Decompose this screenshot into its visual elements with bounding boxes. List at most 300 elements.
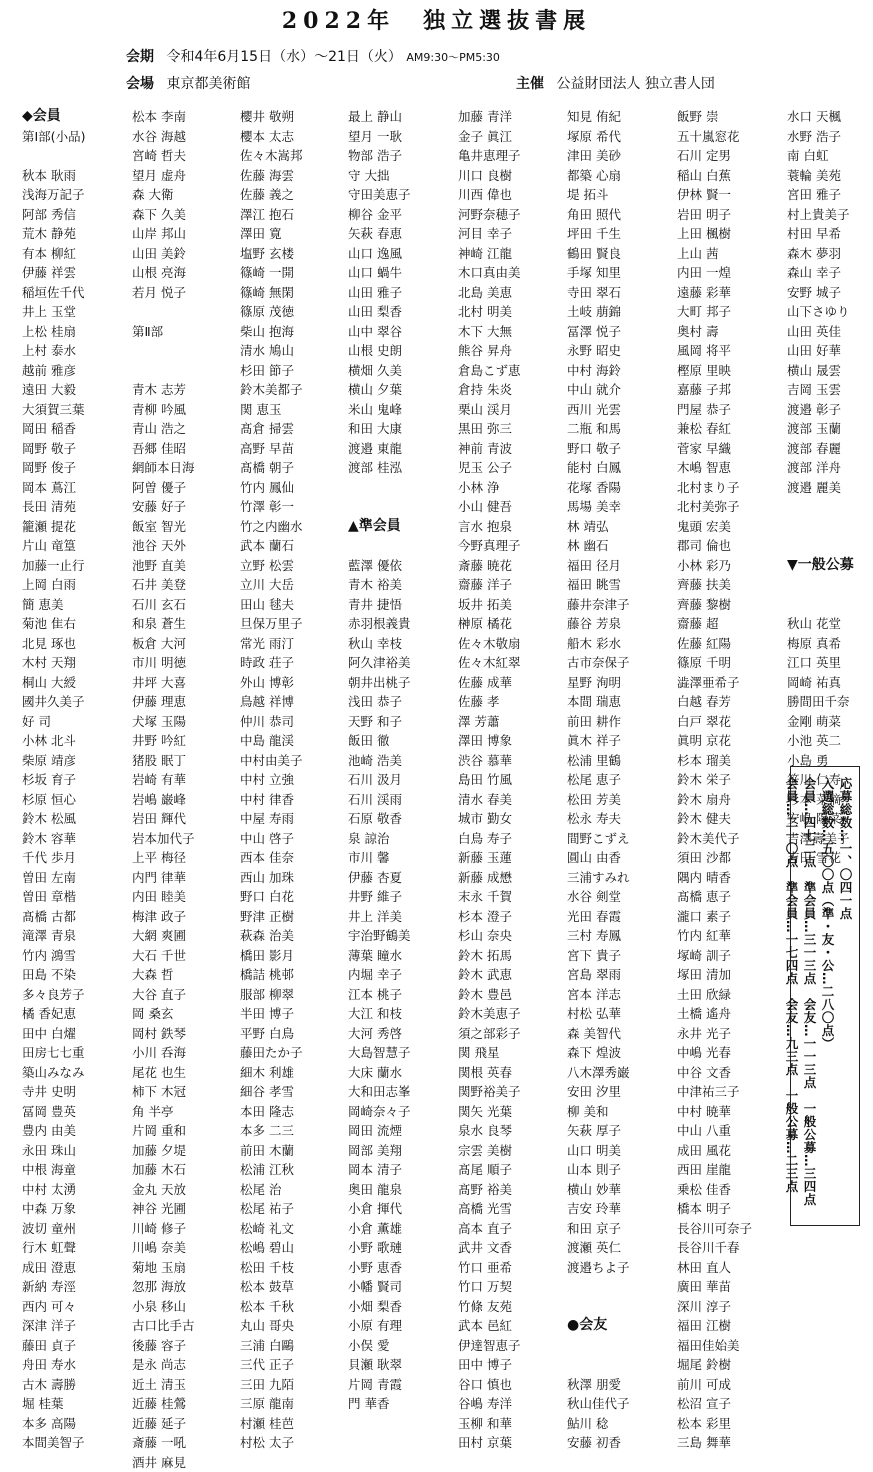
- member-name: 塚崎 訓子: [677, 946, 783, 966]
- member-name: 加藤一止行: [22, 556, 128, 576]
- member-name: [567, 1277, 673, 1297]
- member-name: 前田 耕作: [567, 712, 673, 732]
- member-name: 深川 淳子: [677, 1297, 783, 1317]
- member-name: 池谷 天外: [132, 536, 238, 556]
- member-name: 森 大衛: [132, 185, 238, 205]
- member-name: 清水 鳩山: [240, 341, 346, 361]
- member-name: 齋藤 洋子: [458, 575, 564, 595]
- member-name: 篠崎 無閑: [240, 283, 346, 303]
- member-name: 築山みなみ: [22, 1063, 128, 1083]
- name-column: [22, 107, 128, 1453]
- member-name: 竹内 鳳仙: [240, 478, 346, 498]
- member-name: 和泉 蒼生: [132, 614, 238, 634]
- member-name: 倉島こず恵: [458, 361, 564, 381]
- member-name: 北村美弥子: [677, 497, 783, 517]
- member-name: 神崎 江龍: [458, 244, 564, 264]
- member-name: 山根 史朗: [348, 341, 454, 361]
- member-name: 望月 虚舟: [132, 166, 238, 186]
- member-name: 梅津 政子: [132, 907, 238, 927]
- member-name: 近藤 延子: [132, 1414, 238, 1434]
- member-name: 能村 白鳳: [567, 458, 673, 478]
- member-name: 江本 桃子: [348, 985, 454, 1005]
- member-name: 吉田 雪花: [787, 848, 873, 868]
- member-name: 知見 侑紀: [567, 107, 673, 127]
- member-name: 眞木 祥子: [567, 731, 673, 751]
- member-name: 望月 一耿: [348, 127, 454, 147]
- member-name: 三島 舞華: [677, 1433, 783, 1453]
- member-name: 福田 江樹: [677, 1316, 783, 1336]
- member-name: 坪田 千生: [567, 224, 673, 244]
- member-name: 猪股 眠丁: [132, 751, 238, 771]
- member-name: 渡邉ちよ子: [567, 1258, 673, 1278]
- member-name: 澤江 抱石: [240, 205, 346, 225]
- member-name: 柴原 靖彦: [22, 751, 128, 771]
- member-name: 二瓶 和馬: [567, 419, 673, 439]
- member-name: 上山 茜: [677, 244, 783, 264]
- member-name: 林田 直人: [677, 1258, 783, 1278]
- member-name: 滝澤 青泉: [22, 926, 128, 946]
- member-name: 伊藤 理恵: [132, 692, 238, 712]
- member-name: 秋本 耿雨: [22, 166, 128, 186]
- member-name: 松嶋 碧山: [240, 1238, 346, 1258]
- member-name: 西内 可々: [22, 1297, 128, 1317]
- member-name: 末永 千賀: [458, 887, 564, 907]
- host-label: 主催: [516, 76, 544, 92]
- member-name: 藤田 貞子: [22, 1336, 128, 1356]
- member-name: 斎藤 一吼: [132, 1433, 238, 1453]
- member-name: 松浦 里鶴: [567, 751, 673, 771]
- member-name: 津田 美砂: [567, 146, 673, 166]
- member-name: 髙野 裕美: [458, 1180, 564, 1200]
- member-name: 渋谷 慕華: [458, 751, 564, 771]
- member-name: 松田 千枝: [240, 1258, 346, 1278]
- member-name: 小倉 揮代: [348, 1199, 454, 1219]
- member-name: 藍澤 優依: [348, 556, 454, 576]
- member-name: 犬塚 玉陽: [132, 712, 238, 732]
- tally-line: 応募総数…一、〇四一点: [835, 777, 855, 920]
- member-name: 萩森 治美: [240, 926, 346, 946]
- member-name: 岡田 稲香: [22, 419, 128, 439]
- member-name: 鈴木 武恵: [458, 965, 564, 985]
- member-name: 佐藤 孝: [458, 692, 564, 712]
- member-name: 塚原 希代: [567, 127, 673, 147]
- member-name: 中山 啓子: [240, 829, 346, 849]
- member-name: 中谷 文香: [677, 1063, 783, 1083]
- member-name: 市川 明徳: [132, 653, 238, 673]
- member-name: 須田 沙都: [677, 848, 783, 868]
- member-name: 髙橋 古都: [22, 907, 128, 927]
- member-name: 岡 桑玄: [132, 1004, 238, 1024]
- member-name: 関 飛星: [458, 1043, 564, 1063]
- member-name: 細谷 孝雪: [240, 1082, 346, 1102]
- member-name: 竹口 亜希: [458, 1258, 564, 1278]
- member-name: 井野 吟紅: [132, 731, 238, 751]
- member-name: 小川 呑海: [132, 1043, 238, 1063]
- member-name: 浅海万記子: [22, 185, 128, 205]
- member-name: 関野裕美子: [458, 1082, 564, 1102]
- member-name: 山口 明美: [567, 1141, 673, 1161]
- member-name: 田房七七重: [22, 1043, 128, 1063]
- member-name: 児玉 公子: [458, 458, 564, 478]
- member-name: 松本 千秋: [240, 1297, 346, 1317]
- member-name: [787, 575, 873, 595]
- member-name: 杉原 恒心: [22, 790, 128, 810]
- member-name: 中村 立強: [240, 770, 346, 790]
- member-name: 中屋 寿雨: [240, 809, 346, 829]
- member-name: 波切 童州: [22, 1219, 128, 1239]
- member-name: 渡邉 麗美: [787, 478, 873, 498]
- member-name: 宮下 貴子: [567, 946, 673, 966]
- member-name: 梅原 真希: [787, 634, 873, 654]
- member-name: 河目 幸子: [458, 224, 564, 244]
- member-name: 鈴木美都子: [240, 380, 346, 400]
- member-name: 三代 正子: [240, 1355, 346, 1375]
- member-name: 小畑 梨香: [348, 1297, 454, 1317]
- member-name: 永野 昭史: [567, 341, 673, 361]
- member-name: 井野 維子: [348, 887, 454, 907]
- member-name: 小島 勇: [787, 751, 873, 771]
- member-name: 横畑 久美: [348, 361, 454, 381]
- member-name: 冨岡 豊英: [22, 1102, 128, 1122]
- member-name: 岡野 敬子: [22, 439, 128, 459]
- member-name: 金丸 天放: [132, 1180, 238, 1200]
- member-name: 言水 抱泉: [458, 517, 564, 537]
- member-name: 野口 敬子: [567, 439, 673, 459]
- member-name: 和田 大康: [348, 419, 454, 439]
- member-name: 阿部 秀信: [22, 205, 128, 225]
- member-name: ▼一般公募: [787, 556, 873, 576]
- member-name: 篠原 茂徳: [240, 302, 346, 322]
- member-name: 飯野 崇: [677, 107, 783, 127]
- member-name: 川口 良樹: [458, 166, 564, 186]
- member-name: 吉澤壽美子: [787, 829, 873, 849]
- member-name: 大島智慧子: [348, 1043, 454, 1063]
- member-name: ◆会員: [22, 107, 128, 127]
- member-name: 曽田 左南: [22, 868, 128, 888]
- member-name: 小野 歌璉: [348, 1238, 454, 1258]
- member-name: 前川 可成: [677, 1375, 783, 1395]
- member-name: 平野 白鳥: [240, 1024, 346, 1044]
- member-name: 熊谷 昇舟: [458, 341, 564, 361]
- member-name: 安野 城子: [787, 283, 873, 303]
- member-name: 浅田 恭子: [348, 692, 454, 712]
- member-name: 橋詰 桃邨: [240, 965, 346, 985]
- member-name: 酒井 麻見: [132, 1453, 238, 1472]
- member-name: 鮎川 稔: [567, 1414, 673, 1434]
- member-name: 山田 梨香: [348, 302, 454, 322]
- member-name: 新藤 玉蓮: [458, 848, 564, 868]
- member-name: 水口 天楓: [787, 107, 873, 127]
- member-name: 本多 二三: [240, 1121, 346, 1141]
- tally-line: 入選総数…五〇〇点（準・友・公…二八〇点）: [817, 777, 837, 1050]
- member-name: 永井 光子: [677, 1024, 783, 1044]
- member-name: 好 司: [22, 712, 128, 732]
- member-name: [132, 361, 238, 381]
- member-name: 横山 夕葉: [348, 380, 454, 400]
- tally-line: 会員…四七二点 準会員…三一三点 会友…一一三点 一般公募…三四点: [799, 777, 819, 1206]
- member-name: 稲垣佐千代: [22, 283, 128, 303]
- member-name: 時政 荘子: [240, 653, 346, 673]
- member-name: 柴山 抱海: [240, 322, 346, 342]
- member-name: 舟田 寿水: [22, 1355, 128, 1375]
- member-name: 阿久津裕美: [348, 653, 454, 673]
- member-name: 上村 泰水: [22, 341, 128, 361]
- member-name: 西川 光雲: [567, 400, 673, 420]
- member-name: 中津祐三子: [677, 1082, 783, 1102]
- member-name: 泉 諒治: [348, 829, 454, 849]
- tally-box: [790, 766, 860, 1226]
- member-name: 篠原 千明: [677, 653, 783, 673]
- member-name: 瀧口 素子: [677, 907, 783, 927]
- member-name: 福田 眺雪: [567, 575, 673, 595]
- name-column: [677, 107, 783, 1453]
- member-name: 鳥越 祥博: [240, 692, 346, 712]
- member-name: 青柳 吟風: [132, 400, 238, 420]
- member-name: 岩本加代子: [132, 829, 238, 849]
- member-name: 大床 蘭水: [348, 1063, 454, 1083]
- member-name: 守 大拙: [348, 166, 454, 186]
- member-name: 郡司 倫也: [677, 536, 783, 556]
- venue-text: 東京都美術館: [166, 76, 250, 92]
- member-name: 大網 爽圃: [132, 926, 238, 946]
- member-name: 吉安 玲華: [567, 1199, 673, 1219]
- member-name: 守田美恵子: [348, 185, 454, 205]
- member-name: 前田 木蘭: [240, 1141, 346, 1161]
- member-name: 佐藤 成華: [458, 673, 564, 693]
- member-name: 笹川 仁寿: [787, 770, 873, 790]
- member-name: 白越 春芳: [677, 692, 783, 712]
- member-name: 澤田 博象: [458, 731, 564, 751]
- member-name: 櫻井 敬朔: [240, 107, 346, 127]
- member-name: 榊原 橘花: [458, 614, 564, 634]
- member-name: 木下 大無: [458, 322, 564, 342]
- member-name: 松尾 祐子: [240, 1199, 346, 1219]
- member-name: 内堀 幸子: [348, 965, 454, 985]
- member-name: 内門 律華: [132, 868, 238, 888]
- member-name: 鈴木 栄子: [677, 770, 783, 790]
- member-name: 米山 鬼峰: [348, 400, 454, 420]
- member-name: [132, 302, 238, 322]
- member-name: 角 半亭: [132, 1102, 238, 1122]
- member-name: 水谷 剣堂: [567, 887, 673, 907]
- member-name: 黒田 弥三: [458, 419, 564, 439]
- member-name: 水谷 海越: [132, 127, 238, 147]
- member-name: 秋山 幸枝: [348, 634, 454, 654]
- member-name: 半田 博子: [240, 1004, 346, 1024]
- member-name: 安藤 好子: [132, 497, 238, 517]
- member-name: 秋澤 朋愛: [567, 1375, 673, 1395]
- member-name: 石川 定男: [677, 146, 783, 166]
- member-name: 深津 洋子: [22, 1316, 128, 1336]
- member-name: 菊地 玉扇: [132, 1258, 238, 1278]
- member-name: 佐藤 義之: [240, 185, 346, 205]
- member-name: 本多 高陽: [22, 1414, 128, 1434]
- member-name: 髙橋 恵子: [677, 887, 783, 907]
- member-name: 井上 玉堂: [22, 302, 128, 322]
- member-name: 森下 久美: [132, 205, 238, 225]
- member-name: 井上 洋美: [348, 907, 454, 927]
- member-name: 竹澤 彰一: [240, 497, 346, 517]
- member-name: 吉岡 玉雲: [787, 380, 873, 400]
- member-name: 本田 隆志: [240, 1102, 346, 1122]
- member-name: 小野 恵香: [348, 1258, 454, 1278]
- member-name: 堀尾 鈴樹: [677, 1355, 783, 1375]
- member-name: 隅内 晴香: [677, 868, 783, 888]
- member-name: 伊林 賢一: [677, 185, 783, 205]
- member-name: 木村 天翔: [22, 653, 128, 673]
- member-name: 高本 直子: [458, 1219, 564, 1239]
- member-name: 板倉 大河: [132, 634, 238, 654]
- member-name: 外山 博彰: [240, 673, 346, 693]
- member-name: 倉持 朱炎: [458, 380, 564, 400]
- member-name: 清水 春美: [458, 790, 564, 810]
- member-name: 矢萩 春恵: [348, 224, 454, 244]
- member-name: 上岡 白雨: [22, 575, 128, 595]
- member-name: 網師本日海: [132, 458, 238, 478]
- member-name: 白戸 翠花: [677, 712, 783, 732]
- member-name: 松本 彩里: [677, 1414, 783, 1434]
- member-name: 小山 健吾: [458, 497, 564, 517]
- member-name: 三浦すみれ: [567, 868, 673, 888]
- member-name: 西本 佳奈: [240, 848, 346, 868]
- member-name: 栗山 渓月: [458, 400, 564, 420]
- member-name: 金子 眞江: [458, 127, 564, 147]
- member-name: 福田佳始美: [677, 1336, 783, 1356]
- member-name: 河野奈穂子: [458, 205, 564, 225]
- member-name: 千代 歩月: [22, 848, 128, 868]
- host-row: [516, 73, 715, 93]
- member-name: 曽田 章楷: [22, 887, 128, 907]
- member-name: 市川 馨: [348, 848, 454, 868]
- period-row: [126, 46, 500, 66]
- member-name: 飯室 智光: [132, 517, 238, 537]
- member-name: 蓑輪 美苑: [787, 166, 873, 186]
- member-name: 山田 英佳: [787, 322, 873, 342]
- member-name: 高野 早苗: [240, 439, 346, 459]
- member-name: 中島 龍渓: [240, 731, 346, 751]
- member-name: 岡田 流煙: [348, 1121, 454, 1141]
- member-name: 小泉 移山: [132, 1297, 238, 1317]
- member-name: 阿曽 優子: [132, 478, 238, 498]
- member-name: 川崎 修子: [132, 1219, 238, 1239]
- member-name: 眞明 京花: [677, 731, 783, 751]
- member-name: 宇治野鶴美: [348, 926, 454, 946]
- member-name: [348, 497, 454, 517]
- member-name: [348, 478, 454, 498]
- member-name: 山根 亮海: [132, 263, 238, 283]
- member-name: 若月 悦子: [132, 283, 238, 303]
- member-name: 坂井 拓美: [458, 595, 564, 615]
- member-name: 小俣 愛: [348, 1336, 454, 1356]
- member-name: 鈴木 松風: [22, 809, 128, 829]
- member-name: 青木 志芳: [132, 380, 238, 400]
- member-name: 小林 北斗: [22, 731, 128, 751]
- member-name: 江口 英里: [787, 653, 873, 673]
- member-name: 樫原 里映: [677, 361, 783, 381]
- member-name: 杉本 澄子: [458, 907, 564, 927]
- member-name: 須之部彩子: [458, 1024, 564, 1044]
- member-name: 加藤 青洋: [458, 107, 564, 127]
- member-name: 松浦 江秋: [240, 1160, 346, 1180]
- member-name: 佐々木敬扇: [458, 634, 564, 654]
- member-name: 本間 瑞恵: [567, 692, 673, 712]
- member-name: 近土 清玉: [132, 1375, 238, 1395]
- member-name: 土岐 萠錦: [567, 302, 673, 322]
- member-name: 三原 龍南: [240, 1394, 346, 1414]
- member-name: 旦保万里子: [240, 614, 346, 634]
- member-name: 宮本 洋志: [567, 985, 673, 1005]
- member-name: 國井久美子: [22, 692, 128, 712]
- member-name: 関根 英春: [458, 1063, 564, 1083]
- member-name: 三田 九陌: [240, 1375, 346, 1395]
- member-name: 山岸 邦山: [132, 224, 238, 244]
- member-name: 内田 一煌: [677, 263, 783, 283]
- member-name: 最上 静山: [348, 107, 454, 127]
- member-name: 今野真理子: [458, 536, 564, 556]
- member-name: 松本 鼓草: [240, 1277, 346, 1297]
- member-name: 永田 珠山: [22, 1141, 128, 1161]
- member-name: 光田 春霞: [567, 907, 673, 927]
- member-name: 新藤 成懋: [458, 868, 564, 888]
- member-name: 齋藤 超: [677, 614, 783, 634]
- member-name: 田中 博子: [458, 1355, 564, 1375]
- member-name: 山中 翠谷: [348, 322, 454, 342]
- member-name: 村松 弘華: [567, 1004, 673, 1024]
- member-name: 加藤 木石: [132, 1160, 238, 1180]
- member-name: 寺田 翠石: [567, 283, 673, 303]
- member-name: 長谷川可奈子: [677, 1219, 783, 1239]
- member-name: 谷口 慎也: [458, 1375, 564, 1395]
- member-name: 貝瀬 耿翠: [348, 1355, 454, 1375]
- member-name: 岡崎 祐真: [787, 673, 873, 693]
- member-name: 大町 邦子: [677, 302, 783, 322]
- member-name: 武本 蘭石: [240, 536, 346, 556]
- member-name: 鈴木 拓馬: [458, 946, 564, 966]
- member-name: 城市 勤女: [458, 809, 564, 829]
- member-name: 村松 太子: [240, 1433, 346, 1453]
- member-name: 大谷 直子: [132, 985, 238, 1005]
- member-name: 渡邉 東龍: [348, 439, 454, 459]
- member-name: 中村 海鈴: [567, 361, 673, 381]
- member-name: 青井 捷悟: [348, 595, 454, 615]
- member-name: 柿下 木冠: [132, 1082, 238, 1102]
- member-name: 兼松 春紅: [677, 419, 783, 439]
- member-name: 籠瀬 提花: [22, 517, 128, 537]
- member-name: 林 靖弘: [567, 517, 673, 537]
- member-name: 大和田志峯: [348, 1082, 454, 1102]
- member-name: 山口 蝸牛: [348, 263, 454, 283]
- member-name: 塩野 玄楼: [240, 244, 346, 264]
- member-name: 橘 香妃恵: [22, 1004, 128, 1024]
- member-name: 稲山 白蕉: [677, 166, 783, 186]
- member-name: 佐藤 海雲: [240, 166, 346, 186]
- member-name: 武井 文香: [458, 1238, 564, 1258]
- member-name: 中嶋 光春: [677, 1043, 783, 1063]
- member-name: [567, 1297, 673, 1317]
- member-name: 小池 英二: [787, 731, 873, 751]
- member-name: 山田 雅子: [348, 283, 454, 303]
- member-name: 忽那 海放: [132, 1277, 238, 1297]
- member-name: 朝井出桃子: [348, 673, 454, 693]
- member-name: 杉本 瑠美: [677, 751, 783, 771]
- member-name: 柳 美和: [567, 1102, 673, 1122]
- member-name: 松尾 恵子: [567, 770, 673, 790]
- member-name: 中山 就介: [567, 380, 673, 400]
- member-name: 行木 虹聲: [22, 1238, 128, 1258]
- member-name: 三村 寿鳳: [567, 926, 673, 946]
- member-name: 有本 柳紅: [22, 244, 128, 264]
- member-name: [567, 1336, 673, 1356]
